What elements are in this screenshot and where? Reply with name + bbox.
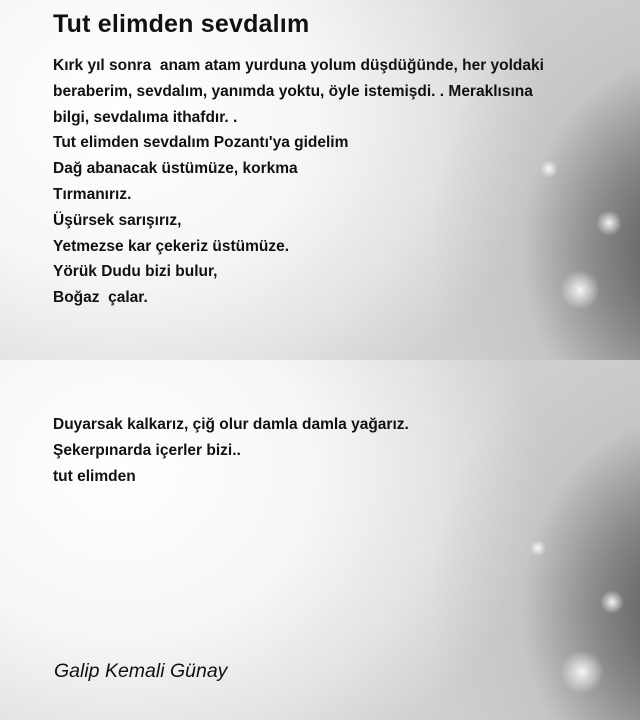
verse-line: Dağ abanacak üstümüze, korkma xyxy=(53,160,298,178)
poem-text-top xyxy=(53,53,593,311)
verse-line: Şekerpınarda içerler bizi.. xyxy=(53,441,241,459)
verse-line: Üşürsek sarışırız, xyxy=(53,211,182,229)
verse-line: Yetmezse kar çekeriz üstümüze. xyxy=(53,237,290,255)
sparkle-decoration xyxy=(560,650,604,694)
verse-line: Yörük Dudu bizi bulur, xyxy=(53,263,218,281)
verse-line: Boğaz çalar. xyxy=(53,289,148,307)
sparkle-decoration xyxy=(596,210,622,236)
verse-line: Tut elimden sevdalım Pozantı'ya gidelim xyxy=(53,134,349,152)
intro-line: bilgi, sevdalıma ithafdır. . xyxy=(53,108,238,126)
poem-title: Tut elimden sevdalım xyxy=(53,10,310,38)
verse-line: Duyarsak kalkarız, çiğ olur damla damla yağarız. xyxy=(53,416,409,433)
intro-line: Kırk yıl sonra anam atam yurduna yolum düşdüğünde, her yoldaki xyxy=(53,57,544,74)
poem-text-bottom xyxy=(53,412,593,489)
poem-author: Galip Kemali Günay xyxy=(54,660,228,682)
sparkle-decoration xyxy=(600,590,624,614)
verse-line: tut elimden xyxy=(53,467,136,485)
verse-line: Tırmanırız. xyxy=(53,185,132,203)
intro-line: beraberim, sevdalım, yanımda yoktu, öyle istemişdi. . Meraklısına xyxy=(53,82,533,100)
sparkle-decoration xyxy=(530,540,546,556)
